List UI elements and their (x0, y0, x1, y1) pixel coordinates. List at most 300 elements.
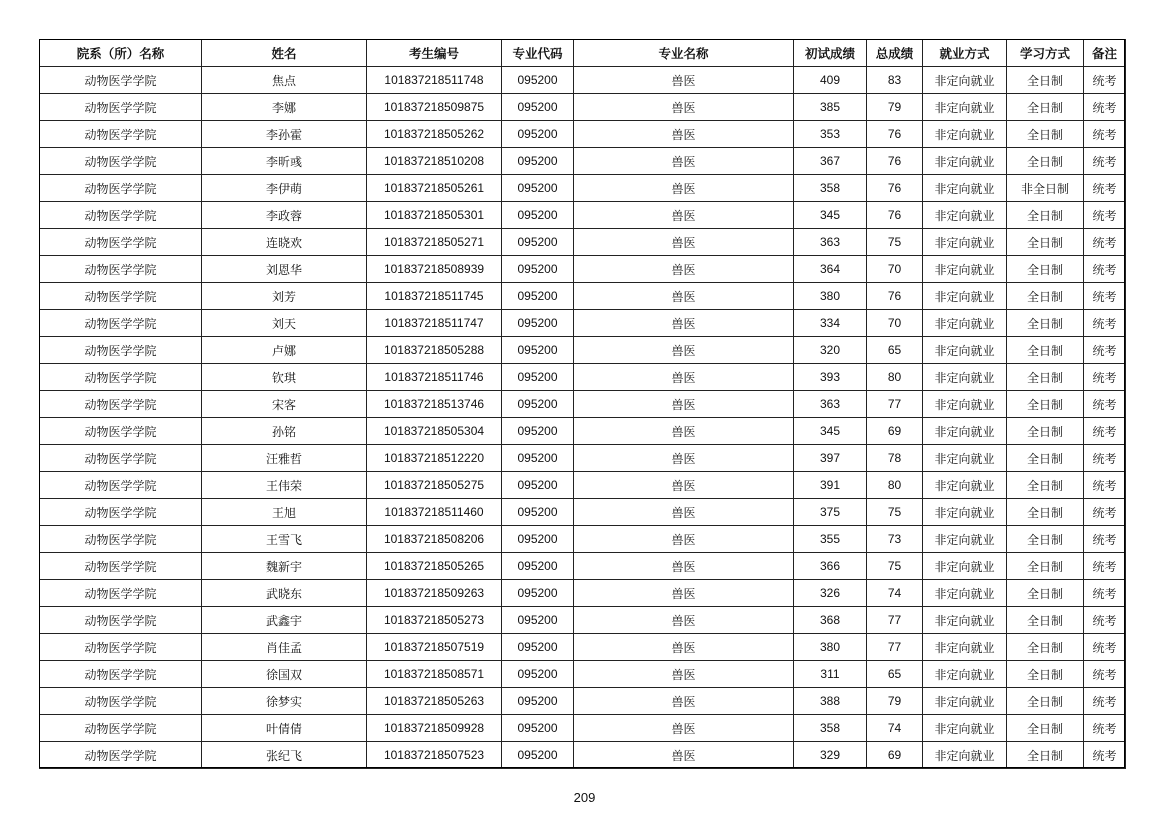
cell-major-code: 095200 (502, 202, 574, 229)
cell-name: 李政蓉 (202, 202, 367, 229)
cell-total-score: 65 (867, 661, 923, 688)
header-candidate-id: 考生编号 (367, 40, 502, 67)
cell-candidate-id: 101837218508206 (367, 526, 502, 553)
cell-initial-score: 385 (794, 94, 867, 121)
cell-major-name: 兽医 (574, 526, 794, 553)
cell-total-score: 77 (867, 391, 923, 418)
cell-study-mode: 全日制 (1007, 499, 1084, 526)
table-row (40, 310, 1126, 337)
cell-candidate-id: 101837218505262 (367, 121, 502, 148)
table-row (40, 337, 1126, 364)
cell-total-score: 76 (867, 202, 923, 229)
cell-name: 宋客 (202, 391, 367, 418)
cell-candidate-id: 101837218510208 (367, 148, 502, 175)
cell-name: 武鑫宇 (202, 607, 367, 634)
cell-name: 李孙霍 (202, 121, 367, 148)
cell-candidate-id: 101837218507523 (367, 742, 502, 769)
cell-major-name: 兽医 (574, 202, 794, 229)
cell-department: 动物医学学院 (40, 175, 202, 202)
cell-study-mode: 全日制 (1007, 553, 1084, 580)
cell-study-mode: 全日制 (1007, 418, 1084, 445)
header-study-mode: 学习方式 (1007, 40, 1084, 67)
cell-employment-type: 非定向就业 (923, 202, 1007, 229)
cell-name: 徐国双 (202, 661, 367, 688)
header-major-name: 专业名称 (574, 40, 794, 67)
cell-department: 动物医学学院 (40, 742, 202, 769)
cell-remarks: 统考 (1084, 310, 1126, 337)
header-employment-type: 就业方式 (923, 40, 1007, 67)
cell-total-score: 80 (867, 364, 923, 391)
header-remarks: 备注 (1084, 40, 1126, 67)
cell-name: 武晓东 (202, 580, 367, 607)
cell-name: 卢娜 (202, 337, 367, 364)
cell-major-code: 095200 (502, 742, 574, 769)
cell-employment-type: 非定向就业 (923, 742, 1007, 769)
cell-remarks: 统考 (1084, 67, 1126, 94)
cell-major-code: 095200 (502, 67, 574, 94)
table-row (40, 364, 1126, 391)
cell-candidate-id: 101837218505273 (367, 607, 502, 634)
cell-major-code: 095200 (502, 553, 574, 580)
cell-remarks: 统考 (1084, 472, 1126, 499)
cell-candidate-id: 101837218508571 (367, 661, 502, 688)
cell-employment-type: 非定向就业 (923, 121, 1007, 148)
cell-initial-score: 358 (794, 715, 867, 742)
cell-candidate-id: 101837218509263 (367, 580, 502, 607)
cell-candidate-id: 101837218505263 (367, 688, 502, 715)
cell-department: 动物医学学院 (40, 310, 202, 337)
cell-candidate-id: 101837218509928 (367, 715, 502, 742)
cell-major-code: 095200 (502, 499, 574, 526)
cell-candidate-id: 101837218505275 (367, 472, 502, 499)
cell-employment-type: 非定向就业 (923, 688, 1007, 715)
cell-major-name: 兽医 (574, 175, 794, 202)
cell-study-mode: 非全日制 (1007, 175, 1084, 202)
cell-major-name: 兽医 (574, 121, 794, 148)
cell-employment-type: 非定向就业 (923, 67, 1007, 94)
cell-major-name: 兽医 (574, 634, 794, 661)
table-row (40, 418, 1126, 445)
cell-employment-type: 非定向就业 (923, 364, 1007, 391)
header-initial-score: 初试成绩 (794, 40, 867, 67)
cell-initial-score: 367 (794, 148, 867, 175)
cell-candidate-id: 101837218505304 (367, 418, 502, 445)
cell-major-code: 095200 (502, 580, 574, 607)
cell-initial-score: 326 (794, 580, 867, 607)
cell-major-code: 095200 (502, 310, 574, 337)
cell-total-score: 65 (867, 337, 923, 364)
cell-study-mode: 全日制 (1007, 283, 1084, 310)
cell-study-mode: 全日制 (1007, 94, 1084, 121)
cell-remarks: 统考 (1084, 391, 1126, 418)
cell-major-name: 兽医 (574, 283, 794, 310)
cell-candidate-id: 101837218512220 (367, 445, 502, 472)
table-row (40, 607, 1126, 634)
cell-initial-score: 368 (794, 607, 867, 634)
cell-total-score: 76 (867, 148, 923, 175)
cell-name: 刘天 (202, 310, 367, 337)
table-row (40, 742, 1126, 769)
table-row (40, 391, 1126, 418)
cell-remarks: 统考 (1084, 688, 1126, 715)
cell-initial-score: 353 (794, 121, 867, 148)
cell-remarks: 统考 (1084, 607, 1126, 634)
cell-study-mode: 全日制 (1007, 445, 1084, 472)
cell-employment-type: 非定向就业 (923, 229, 1007, 256)
cell-study-mode: 全日制 (1007, 337, 1084, 364)
cell-major-code: 095200 (502, 418, 574, 445)
cell-department: 动物医学学院 (40, 418, 202, 445)
cell-total-score: 70 (867, 310, 923, 337)
cell-major-name: 兽医 (574, 337, 794, 364)
cell-study-mode: 全日制 (1007, 391, 1084, 418)
cell-employment-type: 非定向就业 (923, 391, 1007, 418)
cell-major-name: 兽医 (574, 553, 794, 580)
cell-remarks: 统考 (1084, 715, 1126, 742)
cell-study-mode: 全日制 (1007, 661, 1084, 688)
cell-employment-type: 非定向就业 (923, 283, 1007, 310)
cell-employment-type: 非定向就业 (923, 418, 1007, 445)
table-header-row (40, 40, 1126, 67)
table-row (40, 661, 1126, 688)
cell-total-score: 78 (867, 445, 923, 472)
cell-remarks: 统考 (1084, 337, 1126, 364)
cell-remarks: 统考 (1084, 121, 1126, 148)
cell-name: 连晓欢 (202, 229, 367, 256)
page-number: 209 (573, 790, 596, 805)
cell-major-name: 兽医 (574, 310, 794, 337)
cell-name: 李娜 (202, 94, 367, 121)
table-row (40, 445, 1126, 472)
cell-total-score: 75 (867, 499, 923, 526)
cell-initial-score: 363 (794, 229, 867, 256)
cell-major-name: 兽医 (574, 499, 794, 526)
table-row (40, 499, 1126, 526)
cell-employment-type: 非定向就业 (923, 526, 1007, 553)
cell-department: 动物医学学院 (40, 283, 202, 310)
cell-major-code: 095200 (502, 688, 574, 715)
cell-name: 叶倩倩 (202, 715, 367, 742)
cell-study-mode: 全日制 (1007, 202, 1084, 229)
cell-study-mode: 全日制 (1007, 148, 1084, 175)
cell-major-name: 兽医 (574, 715, 794, 742)
cell-study-mode: 全日制 (1007, 580, 1084, 607)
cell-department: 动物医学学院 (40, 607, 202, 634)
cell-major-code: 095200 (502, 472, 574, 499)
table-row (40, 94, 1126, 121)
cell-initial-score: 345 (794, 418, 867, 445)
cell-initial-score: 363 (794, 391, 867, 418)
cell-initial-score: 393 (794, 364, 867, 391)
cell-employment-type: 非定向就业 (923, 256, 1007, 283)
cell-remarks: 统考 (1084, 661, 1126, 688)
table-row (40, 202, 1126, 229)
cell-study-mode: 全日制 (1007, 364, 1084, 391)
cell-total-score: 74 (867, 580, 923, 607)
cell-department: 动物医学学院 (40, 94, 202, 121)
cell-employment-type: 非定向就业 (923, 337, 1007, 364)
cell-name: 肖佳孟 (202, 634, 367, 661)
cell-total-score: 75 (867, 553, 923, 580)
cell-name: 李伊萌 (202, 175, 367, 202)
cell-initial-score: 380 (794, 283, 867, 310)
cell-remarks: 统考 (1084, 94, 1126, 121)
cell-major-name: 兽医 (574, 67, 794, 94)
cell-remarks: 统考 (1084, 202, 1126, 229)
cell-major-name: 兽医 (574, 94, 794, 121)
cell-candidate-id: 101837218505265 (367, 553, 502, 580)
cell-name: 魏新宇 (202, 553, 367, 580)
cell-remarks: 统考 (1084, 634, 1126, 661)
cell-department: 动物医学学院 (40, 688, 202, 715)
cell-total-score: 76 (867, 121, 923, 148)
cell-candidate-id: 101837218505271 (367, 229, 502, 256)
table-row (40, 715, 1126, 742)
cell-total-score: 83 (867, 67, 923, 94)
cell-remarks: 统考 (1084, 553, 1126, 580)
cell-total-score: 76 (867, 283, 923, 310)
cell-name: 李昕彧 (202, 148, 367, 175)
cell-major-name: 兽医 (574, 688, 794, 715)
cell-candidate-id: 101837218507519 (367, 634, 502, 661)
table-row (40, 472, 1126, 499)
cell-study-mode: 全日制 (1007, 256, 1084, 283)
cell-major-name: 兽医 (574, 472, 794, 499)
cell-major-name: 兽医 (574, 391, 794, 418)
table-row (40, 256, 1126, 283)
cell-major-code: 095200 (502, 121, 574, 148)
cell-major-name: 兽医 (574, 229, 794, 256)
cell-department: 动物医学学院 (40, 229, 202, 256)
cell-candidate-id: 101837218505261 (367, 175, 502, 202)
table-row (40, 526, 1126, 553)
cell-name: 徐梦实 (202, 688, 367, 715)
cell-name: 王旭 (202, 499, 367, 526)
cell-study-mode: 全日制 (1007, 688, 1084, 715)
cell-major-name: 兽医 (574, 364, 794, 391)
cell-study-mode: 全日制 (1007, 121, 1084, 148)
cell-employment-type: 非定向就业 (923, 607, 1007, 634)
cell-remarks: 统考 (1084, 526, 1126, 553)
cell-employment-type: 非定向就业 (923, 175, 1007, 202)
cell-name: 孙铭 (202, 418, 367, 445)
cell-candidate-id: 101837218513746 (367, 391, 502, 418)
cell-department: 动物医学学院 (40, 634, 202, 661)
cell-department: 动物医学学院 (40, 472, 202, 499)
cell-employment-type: 非定向就业 (923, 634, 1007, 661)
cell-remarks: 统考 (1084, 256, 1126, 283)
cell-initial-score: 320 (794, 337, 867, 364)
cell-initial-score: 329 (794, 742, 867, 769)
cell-initial-score: 345 (794, 202, 867, 229)
table-row (40, 121, 1126, 148)
cell-remarks: 统考 (1084, 742, 1126, 769)
cell-name: 王雪飞 (202, 526, 367, 553)
cell-department: 动物医学学院 (40, 202, 202, 229)
cell-department: 动物医学学院 (40, 499, 202, 526)
cell-department: 动物医学学院 (40, 661, 202, 688)
cell-initial-score: 358 (794, 175, 867, 202)
cell-employment-type: 非定向就业 (923, 445, 1007, 472)
cell-employment-type: 非定向就业 (923, 661, 1007, 688)
cell-major-name: 兽医 (574, 418, 794, 445)
cell-major-code: 095200 (502, 526, 574, 553)
cell-department: 动物医学学院 (40, 553, 202, 580)
cell-remarks: 统考 (1084, 580, 1126, 607)
cell-department: 动物医学学院 (40, 715, 202, 742)
cell-department: 动物医学学院 (40, 364, 202, 391)
cell-employment-type: 非定向就业 (923, 472, 1007, 499)
cell-employment-type: 非定向就业 (923, 715, 1007, 742)
cell-total-score: 76 (867, 175, 923, 202)
header-total-score: 总成绩 (867, 40, 923, 67)
cell-total-score: 80 (867, 472, 923, 499)
cell-study-mode: 全日制 (1007, 229, 1084, 256)
cell-employment-type: 非定向就业 (923, 553, 1007, 580)
cell-study-mode: 全日制 (1007, 715, 1084, 742)
cell-department: 动物医学学院 (40, 391, 202, 418)
table-body (40, 67, 1126, 769)
cell-total-score: 73 (867, 526, 923, 553)
cell-name: 王伟荣 (202, 472, 367, 499)
table-row (40, 148, 1126, 175)
cell-department: 动物医学学院 (40, 121, 202, 148)
table-row (40, 580, 1126, 607)
cell-total-score: 69 (867, 742, 923, 769)
header-department: 院系（所）名称 (40, 40, 202, 67)
cell-total-score: 79 (867, 688, 923, 715)
cell-initial-score: 380 (794, 634, 867, 661)
cell-total-score: 77 (867, 634, 923, 661)
cell-department: 动物医学学院 (40, 580, 202, 607)
cell-initial-score: 355 (794, 526, 867, 553)
cell-study-mode: 全日制 (1007, 310, 1084, 337)
cell-major-code: 095200 (502, 148, 574, 175)
table-row (40, 688, 1126, 715)
table-row (40, 283, 1126, 310)
cell-major-code: 095200 (502, 715, 574, 742)
cell-name: 焦点 (202, 67, 367, 94)
cell-major-name: 兽医 (574, 742, 794, 769)
cell-remarks: 统考 (1084, 229, 1126, 256)
cell-study-mode: 全日制 (1007, 526, 1084, 553)
cell-total-score: 74 (867, 715, 923, 742)
cell-candidate-id: 101837218509875 (367, 94, 502, 121)
header-major-code: 专业代码 (502, 40, 574, 67)
cell-initial-score: 391 (794, 472, 867, 499)
cell-candidate-id: 101837218505301 (367, 202, 502, 229)
cell-major-name: 兽医 (574, 256, 794, 283)
cell-initial-score: 409 (794, 67, 867, 94)
cell-major-code: 095200 (502, 391, 574, 418)
cell-major-name: 兽医 (574, 445, 794, 472)
cell-employment-type: 非定向就业 (923, 499, 1007, 526)
cell-remarks: 统考 (1084, 445, 1126, 472)
cell-employment-type: 非定向就业 (923, 310, 1007, 337)
cell-major-code: 095200 (502, 256, 574, 283)
cell-initial-score: 311 (794, 661, 867, 688)
table-row (40, 229, 1126, 256)
cell-total-score: 70 (867, 256, 923, 283)
cell-name: 刘恩华 (202, 256, 367, 283)
cell-initial-score: 364 (794, 256, 867, 283)
cell-department: 动物医学学院 (40, 148, 202, 175)
cell-name: 刘芳 (202, 283, 367, 310)
cell-department: 动物医学学院 (40, 445, 202, 472)
cell-major-name: 兽医 (574, 661, 794, 688)
cell-candidate-id: 101837218511745 (367, 283, 502, 310)
cell-candidate-id: 101837218511747 (367, 310, 502, 337)
table-row (40, 175, 1126, 202)
cell-employment-type: 非定向就业 (923, 94, 1007, 121)
cell-candidate-id: 101837218508939 (367, 256, 502, 283)
cell-department: 动物医学学院 (40, 67, 202, 94)
table-row (40, 634, 1126, 661)
cell-department: 动物医学学院 (40, 256, 202, 283)
cell-candidate-id: 101837218511460 (367, 499, 502, 526)
cell-study-mode: 全日制 (1007, 742, 1084, 769)
cell-candidate-id: 101837218511746 (367, 364, 502, 391)
cell-candidate-id: 101837218511748 (367, 67, 502, 94)
cell-major-code: 095200 (502, 634, 574, 661)
cell-employment-type: 非定向就业 (923, 148, 1007, 175)
cell-major-name: 兽医 (574, 148, 794, 175)
cell-remarks: 统考 (1084, 148, 1126, 175)
cell-major-code: 095200 (502, 229, 574, 256)
cell-employment-type: 非定向就业 (923, 580, 1007, 607)
cell-remarks: 统考 (1084, 418, 1126, 445)
table-row (40, 553, 1126, 580)
cell-major-code: 095200 (502, 94, 574, 121)
cell-study-mode: 全日制 (1007, 634, 1084, 661)
table-row (40, 67, 1126, 94)
cell-major-code: 095200 (502, 175, 574, 202)
cell-major-code: 095200 (502, 283, 574, 310)
cell-major-code: 095200 (502, 607, 574, 634)
cell-total-score: 69 (867, 418, 923, 445)
header-name: 姓名 (202, 40, 367, 67)
cell-initial-score: 334 (794, 310, 867, 337)
cell-initial-score: 397 (794, 445, 867, 472)
cell-remarks: 统考 (1084, 499, 1126, 526)
cell-department: 动物医学学院 (40, 526, 202, 553)
cell-major-code: 095200 (502, 337, 574, 364)
cell-study-mode: 全日制 (1007, 472, 1084, 499)
cell-remarks: 统考 (1084, 283, 1126, 310)
cell-initial-score: 388 (794, 688, 867, 715)
cell-total-score: 79 (867, 94, 923, 121)
cell-major-code: 095200 (502, 364, 574, 391)
cell-study-mode: 全日制 (1007, 607, 1084, 634)
cell-study-mode: 全日制 (1007, 67, 1084, 94)
admission-table (39, 39, 1126, 769)
cell-initial-score: 375 (794, 499, 867, 526)
cell-department: 动物医学学院 (40, 337, 202, 364)
cell-total-score: 77 (867, 607, 923, 634)
cell-name: 汪雅哲 (202, 445, 367, 472)
cell-remarks: 统考 (1084, 175, 1126, 202)
cell-name: 钦琪 (202, 364, 367, 391)
cell-major-name: 兽医 (574, 607, 794, 634)
cell-total-score: 75 (867, 229, 923, 256)
cell-major-name: 兽医 (574, 580, 794, 607)
cell-major-code: 095200 (502, 445, 574, 472)
cell-candidate-id: 101837218505288 (367, 337, 502, 364)
cell-remarks: 统考 (1084, 364, 1126, 391)
cell-major-code: 095200 (502, 661, 574, 688)
cell-name: 张纪飞 (202, 742, 367, 769)
cell-initial-score: 366 (794, 553, 867, 580)
